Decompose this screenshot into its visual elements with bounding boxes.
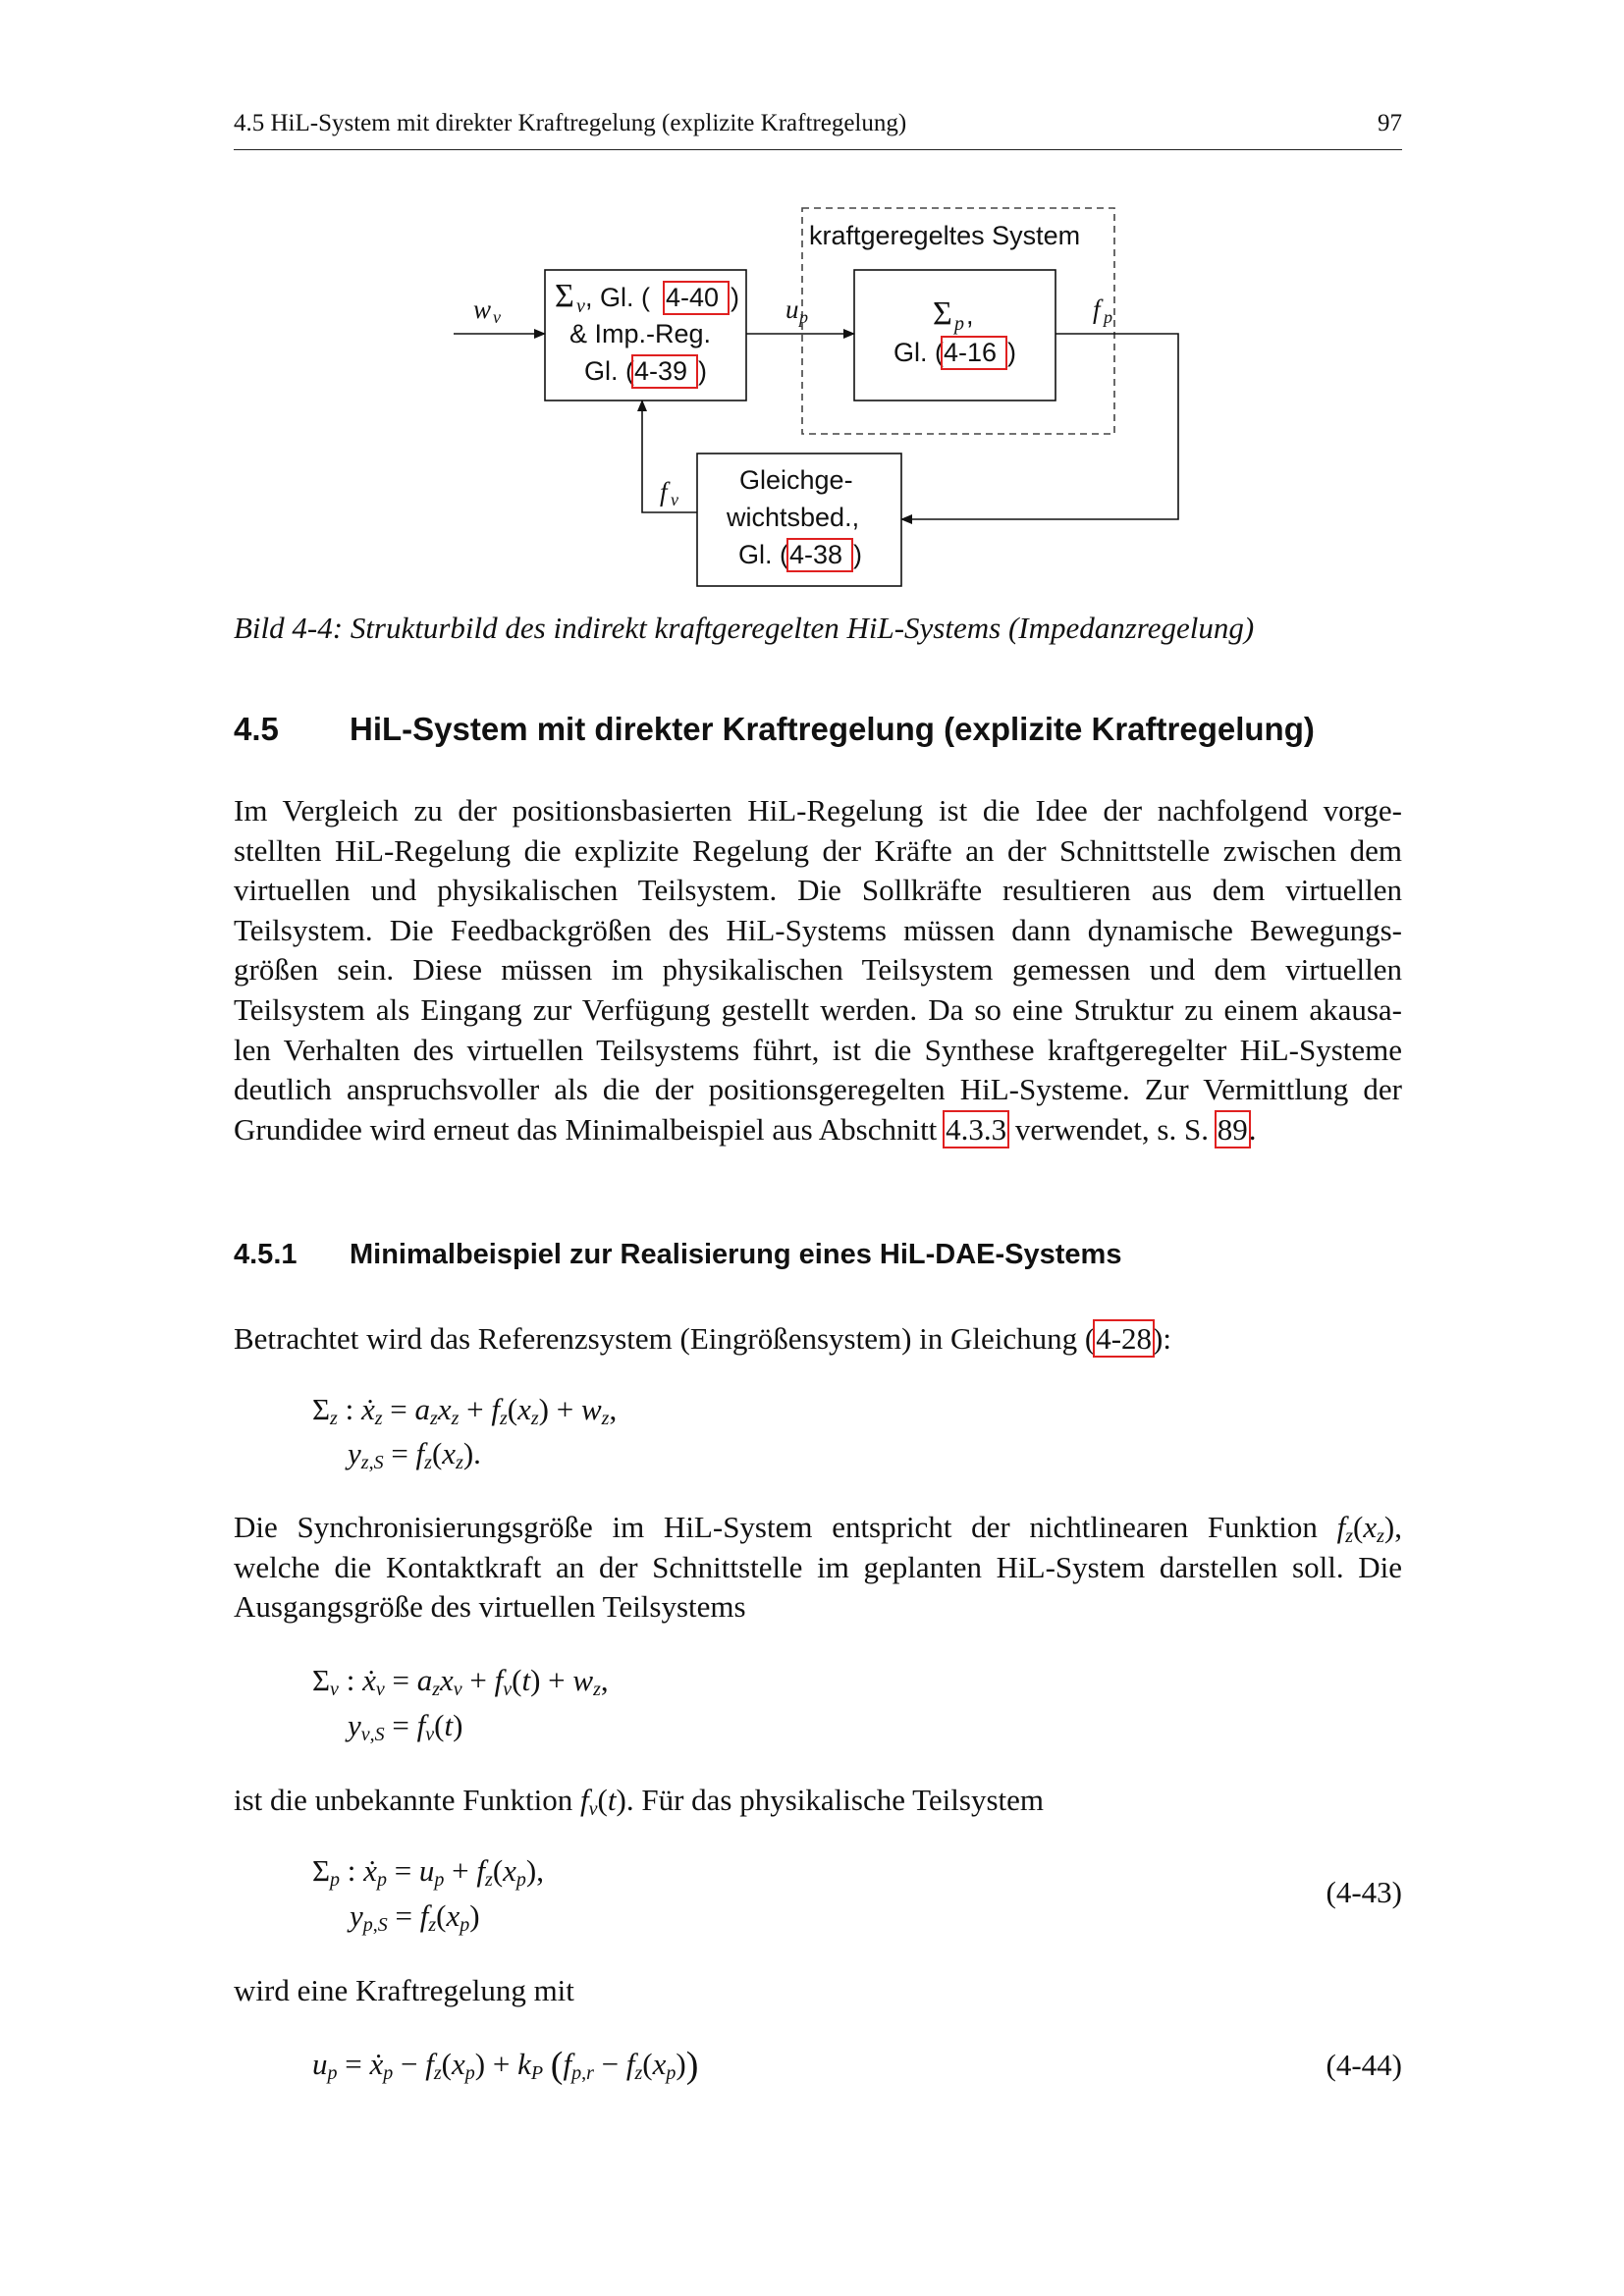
paragraph-intro bbox=[234, 791, 1402, 1149]
svg-text:v: v bbox=[576, 295, 585, 317]
svg-text:f: f bbox=[1093, 294, 1101, 324]
arrow-fv bbox=[642, 400, 697, 512]
ref-4-40: 4-40 bbox=[666, 283, 720, 312]
sigma-p-symbol: Σ bbox=[933, 295, 952, 332]
subsection-number: 4.5.1 bbox=[234, 1239, 298, 1270]
paragraph-line: deutlich anspruchsvoller als die der positionsgeregelten HiL-Systeme. Zur Vermittlung der bbox=[234, 1072, 1402, 1107]
paragraph-synchronisation: Die Synchronisierungsgröße im HiL-System entspricht der nichtlinearen Funktion $f_z(x_z)$, welche die Kontaktkraft an der Schnittstelle im geplanten HiL-System darstellen soll. Die Ausgangsgröße des virtuellen Teilsystems bbox=[234, 1510, 1402, 1625]
paragraph-line: größen sein. Diese müssen im physikalischen Teilsystem gemessen und dem virtuellen bbox=[234, 952, 1402, 988]
svg-text:Gl. (: Gl. ( bbox=[738, 540, 788, 569]
paragraph-line-last: Grundidee wird erneut das Minimalbeispiel aus Abschnitt 4.3.3 verwendet, s. S. 89. bbox=[234, 1111, 1257, 1147]
equation-sigma-z-line1: $\Sigma_z$ : ẋ$_z$ = $a_zx_z + f_z(x_z) + w_z$, bbox=[312, 1392, 618, 1429]
figure-caption-text: : Strukturbild des indirekt kraftgeregelten HiL-Systems (Impedanzregelung) bbox=[332, 611, 1255, 645]
svg-text:): ) bbox=[731, 283, 739, 312]
sigma-v-symbol: Σ bbox=[555, 278, 574, 314]
svg-text:v: v bbox=[493, 307, 501, 327]
block-diagram bbox=[412, 196, 1218, 599]
virtual-block-line3-prefix: Gl. ( bbox=[584, 356, 634, 386]
paragraph-reference-system: Betrachtet wird das Referenzsystem (Eingrößensystem) in Gleichung (4-28): bbox=[234, 1321, 1171, 1356]
svg-text:p: p bbox=[799, 307, 808, 327]
equation-control-law: $u_p$ = ẋ$_p$ − $f_z(x_p) + k_P$ $(f_{p,r} - f_z(x_p))$ bbox=[312, 2045, 699, 2086]
svg-text:,: , bbox=[966, 300, 974, 330]
section-heading bbox=[234, 711, 1315, 748]
subsection-title: Minimalbeispiel zur Realisierung eines HiL-DAE-Systems bbox=[350, 1239, 1122, 1270]
ref-4-38: 4-38 bbox=[789, 540, 843, 569]
svg-text:p: p bbox=[1104, 307, 1112, 327]
figure-caption-label: Bild 4-4 bbox=[234, 611, 333, 645]
equation-sigma-p-line2: $y_{p,S} = f_z(x_p)$ bbox=[350, 1898, 480, 1936]
figure-caption bbox=[234, 611, 1254, 646]
block-diagram-svg bbox=[412, 196, 1218, 599]
equation-sigma-p-line1: $\Sigma_p$ : ẋ$_p$ = $u_p + f_z(x_p)$, bbox=[312, 1853, 544, 1891]
running-header bbox=[234, 110, 1402, 150]
svg-text:): ) bbox=[853, 540, 862, 569]
dashed-system-label: kraftgeregeltes System bbox=[809, 221, 1081, 250]
paragraph-line: Im Vergleich zu der positionsbasierten HiL-Regelung ist die Idee der nachfolgend vorge- bbox=[234, 793, 1402, 828]
svg-text:): ) bbox=[698, 356, 707, 386]
link-eq-4-28[interactable]: 4-28 bbox=[1096, 1321, 1153, 1356]
svg-text:Gl. (: Gl. ( bbox=[893, 338, 944, 367]
ref-4-39: 4-39 bbox=[634, 356, 688, 386]
paragraph-force-control: wird eine Kraftregelung mit bbox=[234, 1973, 574, 2007]
ref-4-16: 4-16 bbox=[944, 338, 998, 367]
svg-text:p: p bbox=[954, 313, 964, 335]
subsection-heading bbox=[234, 1239, 1122, 1271]
paragraph-line: virtuellen und physikalischen Teilsystem. Die Sollkräfte resultieren aus dem virtuellen bbox=[234, 873, 1402, 908]
equation-sigma-v-line1: $\Sigma_v$ : ẋ$_v$ = $a_zx_v + f_v(t) + w_z$, bbox=[312, 1663, 609, 1700]
plant-block bbox=[854, 270, 1056, 400]
svg-text:u: u bbox=[785, 294, 799, 324]
paragraph-line: Teilsystem. Die Feedbackgrößen des HiL-Systems müssen dann dynamische Bewegungs- bbox=[234, 912, 1402, 947]
equation-number-4-44: (4-44) bbox=[1326, 2048, 1402, 2082]
svg-text:f: f bbox=[660, 477, 668, 507]
svg-text:w: w bbox=[473, 294, 492, 324]
virtual-block-line2: & Imp.-Reg. bbox=[569, 319, 712, 348]
equation-sigma-v-line2: $y_{v,S} = f_v(t)$ bbox=[348, 1708, 463, 1745]
paragraph-unknown-function: ist die unbekannte Funktion $f_v(t)$. Für das physikalische Teilsystem bbox=[234, 1783, 1045, 1820]
page-number: 97 bbox=[1378, 110, 1402, 136]
link-page-89[interactable]: 89 bbox=[1217, 1111, 1248, 1147]
header-section-title: 4.5 HiL-System mit direkter Kraftregelung (explizite Kraftregelung) bbox=[234, 110, 907, 136]
paragraph-line: Teilsystem als Eingang zur Verfügung gestellt werden. Da so eine Struktur zu einem akausa- bbox=[234, 991, 1402, 1027]
paragraph-line: len Verhalten des virtuellen Teilsystems führt, ist die Synthese kraftgeregelter HiL-Systeme bbox=[234, 1032, 1402, 1067]
section-title: HiL-System mit direkter Kraftregelung (explizite Kraftregelung) bbox=[350, 711, 1315, 747]
equation-sigma-z-line2: $y_{z,S} = f_z(x_z)$. bbox=[348, 1436, 481, 1473]
svg-text:wichtsbed.,: wichtsbed., bbox=[727, 503, 860, 532]
paragraph-line: stellten HiL-Regelung die explizite Regelung der Kräfte an der Schnittstelle zwischen dem bbox=[234, 832, 1402, 868]
section-number: 4.5 bbox=[234, 711, 279, 747]
link-section-4-3-3[interactable]: 4.3.3 bbox=[946, 1111, 1007, 1147]
svg-text:): ) bbox=[1007, 338, 1016, 367]
svg-text:, Gl. (: , Gl. ( bbox=[585, 283, 650, 312]
svg-text:Gleichge-: Gleichge- bbox=[739, 465, 853, 495]
equation-number-4-43: (4-43) bbox=[1326, 1875, 1402, 1909]
svg-text:v: v bbox=[671, 490, 678, 509]
